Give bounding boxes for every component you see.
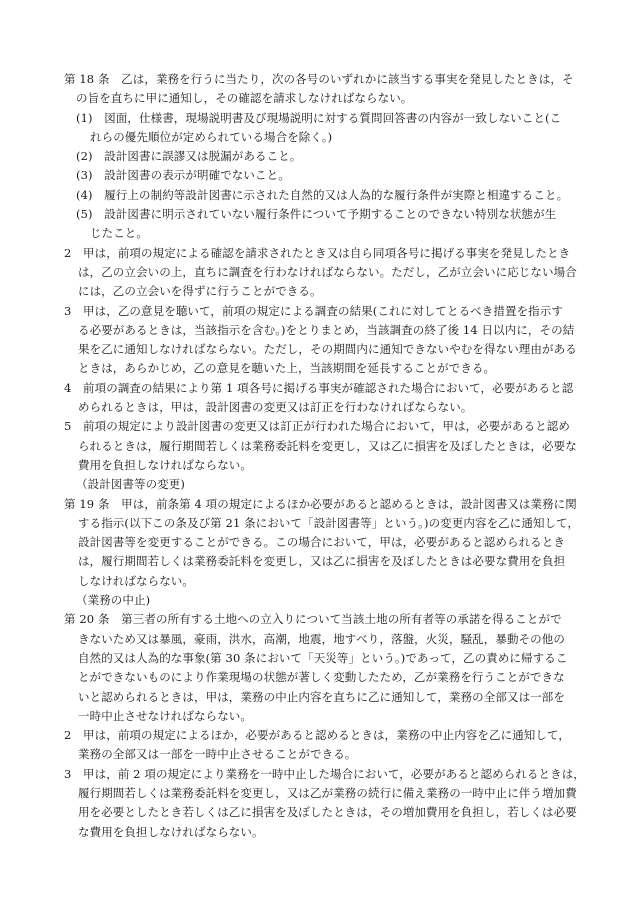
text-line: られるときは，履行期間若しくは業務委託料を変更し，又は乙に損害を及ぼしたときは，必要な [78,438,577,453]
article-18-heading: 第 18 条 乙は，業務を行うに当たり，次の各号のいずれかに該当する事実を発見したときは，そ [64,72,574,86]
item-4: (4) 履行上の制約等設計図書に示された自然的又は人為的な履行条件が実際と相違すること。 [76,187,569,202]
paragraph-3: 3 甲は，前 2 項の規定により業務を一時中止した場合において，必要があると認められるときは， [64,766,585,781]
section-caption: （設計図書等の変更) [76,477,185,492]
text-line: 設計図書等を変更することができる。この場合において，甲は，必要があると認められるとき [78,535,565,550]
text-line: は，乙の立会いの上，直ちに調査を行わなければならない。ただし，乙が立会いに応じない場合 [78,264,577,279]
text-line: きないため又は暴風，豪雨，洪水，高潮，地震，地すべり，落盤，火災，騒乱，暴動その他の [78,631,565,646]
text-line: しなければならない。 [78,573,194,588]
item-5: (5) 設計図書に明示されていない履行条件について予期することのできない特別な状態が生 [76,207,557,222]
text-line: る必要があるときは，当該指示を含む。)をとりまとめ，当該調査の終了後 14 日以内に，その結 [78,322,575,337]
text-line: 業務の全部又は一部を一時中止させることができる。 [78,747,357,762]
section-caption: （業務の中止) [76,593,151,608]
text-line: 履行期間若しくは業務委託料を変更し，又は乙が業務の続行に備え業務の一時中止に伴う増加費 [78,785,577,800]
text-line: とができないものにより作業現場の状態が著しく変動したため，乙が業務を行うことができな [78,670,565,685]
article-20-heading: 第 20 条 第三者の所有する土地への立入りについて当該土地の所有者等の承諾を得ることがで [64,612,562,627]
paragraph-2: 2 甲は，前項の規定によるほか，必要があると認めるときは，業務の中止内容を乙に通知して， [64,728,570,743]
text-line: 費用を負担しなければならない。 [78,457,252,472]
text-line: められるときは，甲は，設計図書の変更又は訂正を行わなければならない。 [78,400,473,415]
paragraph-5: 5 前項の規定により設計図書の変更又は訂正が行われた場合において，甲は，必要があると認め [64,419,570,434]
text-line: には，乙の立会いを得ずに行うことができる。 [78,284,322,299]
item-3: (3) 設計図書の表示が明確でないこと。 [76,168,290,183]
text-line: いと認められるときは，甲は，業務の中止内容を直ちに乙に通知して，業務の全部又は一部を [78,689,565,704]
item-1: (1) 図面，仕様書，現場説明書及び現場説明に対する質問回答書の内容が一致しないこと(こ [76,110,562,125]
text-line: な費用を負担しなければならない。 [78,824,264,839]
text-line: ときは，あらかじめ，乙の意見を聴いた上，当該期間を延長することができる。 [78,361,496,376]
article-19-heading: 第 19 条 甲は，前条第 4 項の規定によるほか必要があると認めるときは，設計図書又は業務に関 [64,496,577,511]
text-line: の旨を直ちに甲に通知し，その確認を請求しなければならない。 [76,91,413,106]
text-line: 用を必要としたとき若しくは乙に損害を及ぼしたときは，その増加費用を負担し，若しくは必要 [78,805,577,820]
text-line: じたこと。 [90,226,148,241]
paragraph-2: 2 甲は，前項の規定による確認を請求されたとき又は自ら同項各号に掲げる事実を発見したとき [64,245,571,260]
paragraph-3: 3 甲は，乙の意見を聴いて，前項の規定による調査の結果(これに対してとるべき措置を指示す [64,303,563,318]
text-line: 果を乙に通知しなければならない。ただし，その期間内に通知できないやむを得ない理由がある [78,342,577,357]
text-line: する指示(以下この条及び第 21 条において「設計図書等」という。)の変更内容を乙に通知して， [78,515,580,530]
text-line: れらの優先順位が定められている場合を除く。) [90,129,333,144]
text-line: 一時中止させなければならない。 [78,708,252,723]
text-line: は，履行期間若しくは業務委託料を変更し，又は乙に損害を及ぼしたときは必要な費用を負担 [78,554,566,569]
paragraph-4: 4 前項の調査の結果により第 1 項各号に掲げる事実が確認された場合において，必要があると認 [64,380,574,395]
text-line: 自然的又は人為的な事象(第 30 条において「天災等」という。)であって，乙の責めに帰するこ [78,650,568,665]
item-2: (2) 設計図書に誤謬又は脱漏があること。 [76,149,302,164]
